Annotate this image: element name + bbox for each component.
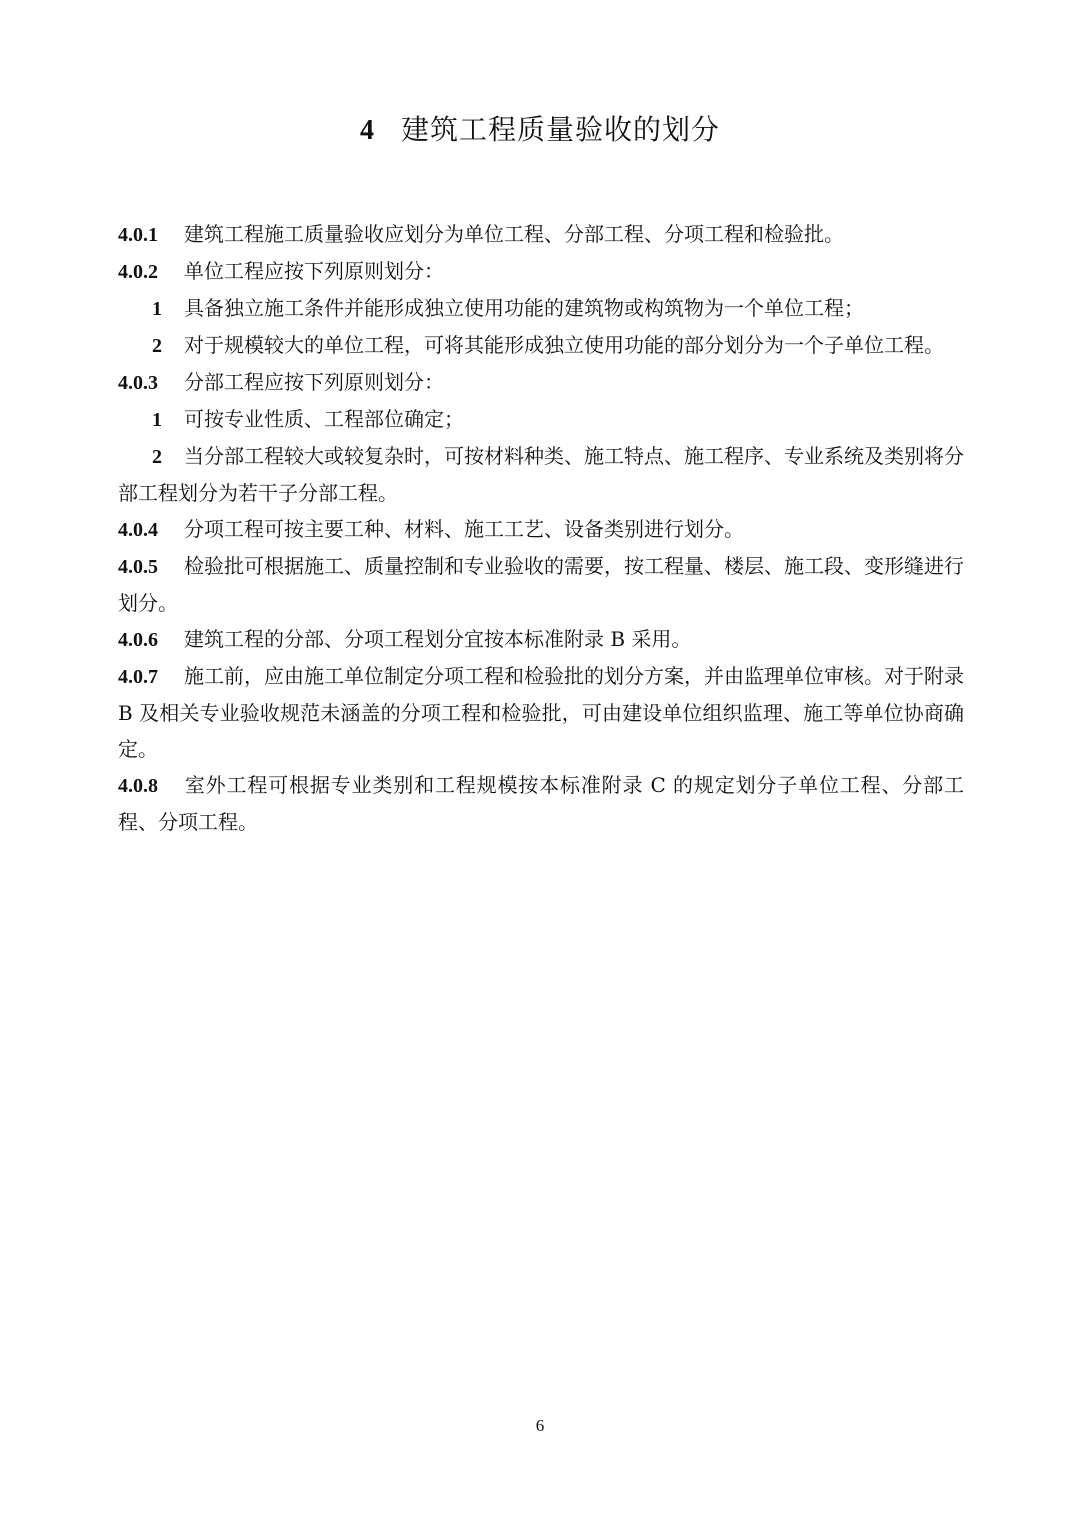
clause-item	[118, 290, 964, 327]
clause-text: 建筑工程的分部、分项工程划分宜按本标准附录 B 采用。	[184, 627, 692, 651]
clause-text: 分项工程可按主要工种、材料、施工工艺、设备类别进行划分。	[184, 517, 744, 541]
clause-number: 4.0.7	[118, 666, 158, 688]
clause-4-0-5	[118, 548, 964, 621]
item-text: 当分部工程较大或较复杂时，可按材料种类、施工特点、施工程序、专业系统及类别将分部工程划分为若干子分部工程。	[118, 444, 964, 505]
item-text: 对于规模较大的单位工程，可将其能形成独立使用功能的部分划分为一个子单位工程。	[184, 333, 944, 357]
clause-number: 4.0.4	[118, 519, 158, 541]
item-number: 1	[152, 409, 162, 431]
clause-number: 4.0.6	[118, 629, 158, 651]
clause-4-0-8	[118, 767, 964, 840]
clause-item	[118, 438, 964, 511]
section-number: 4	[359, 115, 375, 146]
clause-number: 4.0.5	[118, 556, 158, 578]
item-number: 2	[152, 446, 162, 468]
clause-text: 检验批可根据施工、质量控制和专业验收的需要，按工程量、楼层、施工段、变形缝进行划分。	[118, 554, 964, 615]
clause-number: 4.0.2	[118, 261, 158, 283]
clause-text: 室外工程可根据专业类别和工程规模按本标准附录 C 的规定划分子单位工程、分部工程、分项工程。	[118, 773, 964, 834]
clause-number: 4.0.8	[118, 775, 158, 797]
clause-text: 单位工程应按下列原则划分：	[184, 259, 444, 283]
page-number: 6	[535, 1416, 545, 1435]
document-body	[118, 216, 964, 840]
clause-4-0-3	[118, 364, 964, 401]
clause-4-0-2	[118, 253, 964, 290]
clause-4-0-7	[118, 658, 964, 767]
clause-item	[118, 327, 964, 364]
clause-4-0-6	[118, 621, 964, 658]
item-number: 2	[152, 335, 162, 357]
clause-4-0-1	[118, 216, 964, 253]
clause-text: 分部工程应按下列原则划分：	[184, 370, 444, 394]
clause-item	[118, 401, 964, 438]
item-text: 具备独立施工条件并能形成独立使用功能的建筑物或构筑物为一个单位工程；	[184, 296, 864, 320]
item-text: 可按专业性质、工程部位确定；	[184, 407, 464, 431]
clause-text: 施工前，应由施工单位制定分项工程和检验批的划分方案，并由监理单位审核。对于附录 B 及相关专业验收规范未涵盖的分项工程和检验批，可由建设单位组织监理、施工等单位协商确定。	[118, 664, 964, 761]
clause-number: 4.0.3	[118, 372, 158, 394]
section-title	[0, 108, 1080, 153]
clause-4-0-4	[118, 511, 964, 548]
clause-number: 4.0.1	[118, 224, 158, 246]
section-title-text: 建筑工程质量验收的划分	[400, 113, 720, 146]
item-number: 1	[152, 298, 162, 320]
clause-text: 建筑工程施工质量验收应划分为单位工程、分部工程、分项工程和检验批。	[184, 222, 844, 246]
